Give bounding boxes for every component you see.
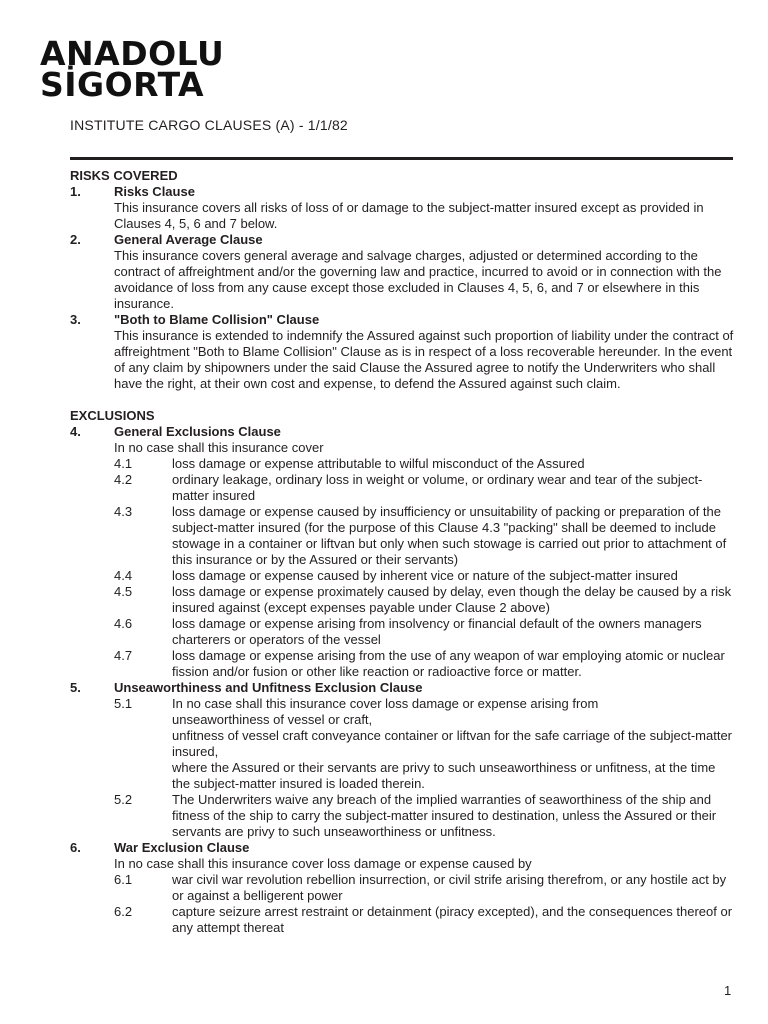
clause-intro: In no case shall this insurance cover loss damage or expense caused by [114, 856, 532, 871]
sub-clause [114, 792, 734, 840]
sub-clause-number: 6.2 [114, 904, 133, 919]
clause-number: 5. [70, 680, 81, 695]
sub-clause-text [172, 696, 734, 792]
sub-clause-line: In no case shall this insurance cover loss damage or expense arising from [172, 696, 599, 711]
clause-number: 1. [70, 184, 81, 199]
sub-clause-text: loss damage or expense arising from insolvency or financial default of the owners managers charterers or operators of the vessel [172, 616, 702, 647]
sub-clause [114, 568, 734, 584]
clause-number: 2. [70, 232, 81, 247]
title-divider [70, 157, 733, 160]
sub-clause-text: ordinary leakage, ordinary loss in weight or volume, or ordinary wear and tear of the subject-matter insured [172, 472, 703, 503]
sub-clause [114, 904, 734, 936]
sub-clause-number: 4.2 [114, 472, 133, 487]
document-title: INSTITUTE CARGO CLAUSES (A) - 1/1/82 [70, 117, 348, 133]
clause-heading [70, 424, 734, 440]
sub-clause-number: 4.1 [114, 456, 133, 471]
sub-clause-number: 5.2 [114, 792, 133, 807]
clause-heading [70, 184, 734, 200]
sub-clause-text: loss damage or expense caused by inherent vice or nature of the subject-matter insured [172, 568, 678, 583]
sub-clause [114, 504, 734, 568]
sub-clause-number: 4.7 [114, 648, 133, 663]
clause-2 [70, 232, 734, 312]
sub-clause-text: capture seizure arrest restraint or detainment (piracy excepted), and the consequences thereof or any attempt thereat [172, 904, 733, 935]
sub-clause-line: unseaworthiness of vessel or craft, [172, 712, 373, 727]
clause-4 [70, 424, 734, 680]
clause-paragraph: This insurance covers all risks of loss of or damage to the subject-matter insured except as provided in Clauses 4, 5, 6 and 7 below. [114, 200, 704, 231]
clause-1 [70, 184, 734, 232]
clause-title: Risks Clause [114, 184, 195, 199]
clause-intro: In no case shall this insurance cover [114, 440, 324, 455]
clause-paragraph: This insurance is extended to indemnify the Assured against such proportion of liability under the contract of affreightment "Both to Blame Collision" Clause as is in respect of a loss recoverable hereunder. In the event of any claim by shipowners under the said Clause the Assured agree to notify the Underwriters who shall have the right, at their own cost and expense, to defend the Assured against such claim. [114, 328, 734, 391]
clause-3 [70, 312, 734, 392]
clause-number: 4. [70, 424, 81, 439]
logo-line-1: ANADOLU [40, 34, 225, 73]
sub-clause-number: 4.6 [114, 616, 133, 631]
sub-clause-number: 5.1 [114, 696, 133, 711]
sub-clause [114, 472, 734, 504]
sub-clause [114, 872, 734, 904]
company-logo [40, 34, 225, 104]
section-spacer [70, 392, 734, 408]
clause-heading [70, 680, 734, 696]
sub-clause [114, 584, 734, 616]
clause-title: War Exclusion Clause [114, 840, 250, 855]
section-heading-risks-covered: RISKS COVERED [70, 168, 178, 183]
clause-5 [70, 680, 734, 840]
sub-clause-text: loss damage or expense caused by insufficiency or unsuitability of packing or preparation of the subject-matter insured (for the purpose of this Clause 4.3 "packing" shall be deemed to include stowage in a container or liftvan but only when such stowage is carried out prior to attachment of this insurance or by the Assured or their servants) [172, 504, 727, 567]
clause-number: 6. [70, 840, 81, 855]
sub-clause-number: 4.5 [114, 584, 133, 599]
sub-clause-text: loss damage or expense proximately caused by delay, even though the delay be caused by a risk insured against (except expenses payable under Clause 2 above) [172, 584, 732, 615]
clause-heading [70, 312, 734, 328]
clause-heading [70, 840, 734, 856]
sub-clause-text: loss damage or expense attributable to wilful misconduct of the Assured [172, 456, 585, 471]
sub-clause [114, 648, 734, 680]
sub-clause-number: 4.3 [114, 504, 133, 519]
sub-clause-text: war civil war revolution rebellion insurrection, or civil strife arising therefrom, or any hostile act by or against a belligerent power [172, 872, 727, 903]
sub-clause [114, 696, 734, 792]
clause-title: Unseaworthiness and Unfitness Exclusion Clause [114, 680, 423, 695]
document-body [70, 168, 734, 936]
sub-clause-number: 6.1 [114, 872, 133, 887]
logo-line-2: SİGORTA [40, 65, 205, 104]
sub-clause-number: 4.4 [114, 568, 133, 583]
clause-number: 3. [70, 312, 81, 327]
clause-title: General Exclusions Clause [114, 424, 281, 439]
sub-clause [114, 456, 734, 472]
page-number: 1 [724, 983, 732, 998]
sub-clause-line: where the Assured or their servants are privy to such unseaworthiness or unfitness, at the time the subject-matter insured is loaded therein. [172, 760, 716, 791]
clause-paragraph: This insurance covers general average and salvage charges, adjusted or determined according to the contract of affreightment and/or the governing law and practice, incurred to avoid or in connection with the avoidance of loss from any cause except those excluded in Clauses 4, 5, 6, and 7 or elsewhere in this insurance. [114, 248, 722, 311]
sub-clause-text: The Underwriters waive any breach of the implied warranties of seaworthiness of the ship and fitness of the ship to carry the subject-matter insured to destination, unless the Assured or their servants are privy to such unseaworthiness or unfitness. [172, 792, 717, 839]
sub-clause-text: loss damage or expense arising from the use of any weapon of war employing atomic or nuclear fission and/or fusion or other like reaction or radioactive force or matter. [172, 648, 725, 679]
clause-6 [70, 840, 734, 936]
clause-heading [70, 232, 734, 248]
clause-title: "Both to Blame Collision" Clause [114, 312, 320, 327]
sub-clause [114, 616, 734, 648]
clause-title: General Average Clause [114, 232, 263, 247]
sub-clause-line: unfitness of vessel craft conveyance container or liftvan for the safe carriage of the subject-matter insured, [172, 728, 733, 759]
section-heading-exclusions: EXCLUSIONS [70, 408, 155, 423]
